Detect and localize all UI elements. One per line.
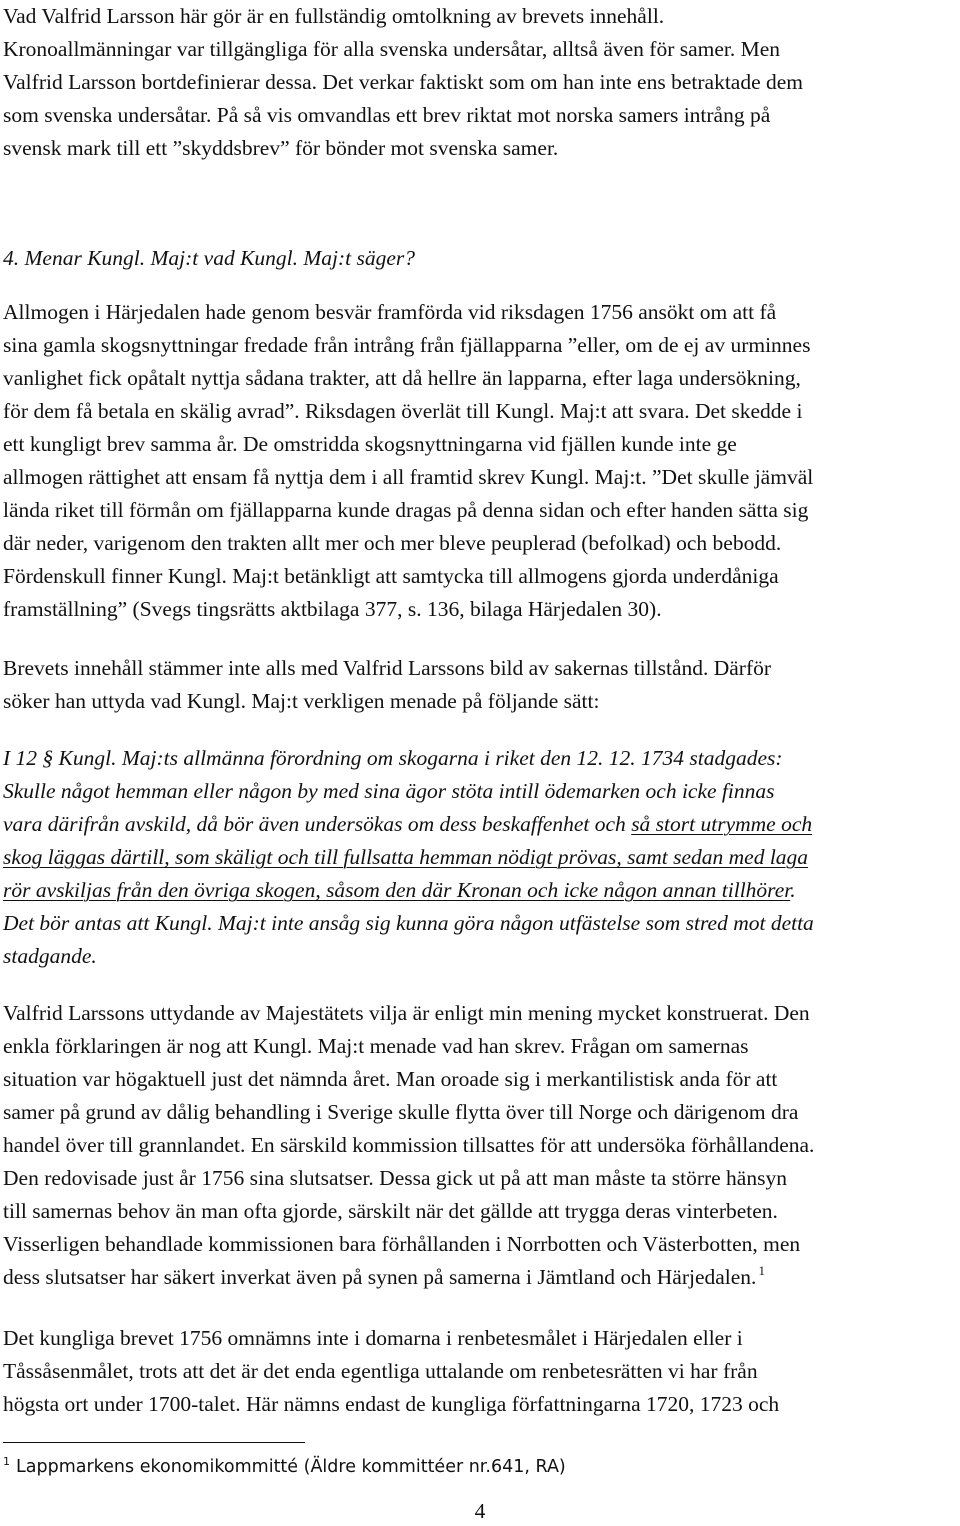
page-number: 4 — [474, 1499, 486, 1523]
text-line: enkla förklaringen är nog att Kungl. Maj:t menade vad han skrev. Frågan om samernas — [3, 1034, 749, 1058]
text-line: söker han uttyda vad Kungl. Maj:t verkligen menade på följande sätt: — [3, 689, 600, 713]
text-line: handel över till grannlandet. En särskild kommission tillsattes för att undersöka förhållandena. — [3, 1133, 815, 1157]
text-line: högsta ort under 1700-talet. Här nämns endast de kungliga författningarna 1720, 1723 och — [3, 1392, 780, 1416]
text-line: Brevets innehåll stämmer inte alls med Valfrid Larssons bild av sakernas tillstånd. Därför — [3, 656, 772, 680]
text-line: I 12 § Kungl. Maj:ts allmänna förordning om skogarna i riket den 12. 12. 1734 stadgades: — [3, 746, 783, 770]
footnote — [3, 1456, 566, 1478]
paragraph-allmogen — [3, 296, 813, 626]
footnote-reference[interactable]: 1 — [758, 1263, 765, 1278]
text-line: Kronoallmänningar var tillgängliga för alla svenska undersåtar, alltså även för samer. Men — [3, 37, 781, 61]
paragraph-intro — [3, 0, 803, 165]
paragraph-brevets — [3, 652, 771, 718]
text-line: Allmogen i Härjedalen hade genom besvär framförda vid riksdagen 1756 ansökt om att få — [3, 300, 777, 324]
paragraph-konstruerat — [3, 997, 814, 1294]
text-line: sina gamla skogsnyttningar fredade från intrång från fjällapparna ”eller, om de ej av urminnes — [3, 333, 811, 357]
footnote-marker: 1 — [3, 1455, 10, 1468]
text-line: Vad Valfrid Larsson här gör är en fullständig omtolkning av brevets innehåll. — [3, 4, 665, 28]
text-line: Visserligen behandlade kommissionen bara förhållanden i Norrbotten och Västerbotten, men — [3, 1232, 801, 1256]
text-line: samer på grund av dålig behandling i Sverige skulle flytta över till Norge och därigenom dra — [3, 1100, 799, 1124]
text-line: Fördenskull finner Kungl. Maj:t betänkligt att samtycka till allmogens gjorda underdåniga — [3, 564, 779, 588]
footnote-text: Lappmarkens ekonomikommitté (Äldre kommittéer nr.641, RA) — [16, 1457, 566, 1477]
text-line: stadgande. — [3, 944, 97, 968]
text-line: som svenska undersåtar. På så vis omvandlas ett brev riktat mot norska samers intrång på — [3, 103, 771, 127]
quoted-statute — [3, 742, 814, 973]
text-line: ett kungligt brev samma år. De omstridda skogsnyttningarna vid fjällen kunde inte ge — [3, 432, 737, 456]
text-span: . — [790, 878, 796, 902]
text-line — [3, 808, 814, 841]
text-line: Tåssåsenmålet, trots att det är det enda egentliga uttalande om renbetesrätten vi har från — [3, 1359, 758, 1383]
underlined-text: rör avskiljas från den övriga skogen, såsom den där Kronan och icke någon annan tillhörer — [3, 878, 791, 902]
section-heading: 4. Menar Kungl. Maj:t vad Kungl. Maj:t säger? — [3, 246, 416, 270]
text-line: svensk mark till ett ”skyddsbrev” för bönder mot svenska samer. — [3, 136, 559, 160]
text-span: vara därifrån avskild, då bör även undersökas om dess beskaffenhet och — [3, 812, 632, 836]
text-line: Den redovisade just år 1756 sina slutsatser. Dessa gick ut på att man måste ta större hänsyn — [3, 1166, 787, 1190]
text-line: där neder, varigenom den trakten allt mer och mer bleve peuplerad (befolkad) och bebodd. — [3, 531, 782, 555]
underlined-text: så stort utrymme och — [631, 812, 813, 836]
text-span: dess slutsatser har säkert inverkat även på synen på samerna i Jämtland och Härjedalen. — [3, 1265, 757, 1289]
text-line: vanlighet fick opåtalt nyttja sådana trakter, att då hellre än lapparna, efter laga undersökning, — [3, 366, 801, 390]
text-line: Det bör antas att Kungl. Maj:t inte ansåg sig kunna göra någon utfästelse som stred mot detta — [3, 911, 814, 935]
text-line — [3, 874, 814, 907]
paragraph-kungliga — [3, 1322, 779, 1421]
text-line — [3, 841, 814, 874]
text-line: Skulle något hemman eller någon by med sina ägor stöta intill ödemarken och icke finnas — [3, 779, 775, 803]
text-line: Det kungliga brevet 1756 omnämns inte i domarna i renbetesmålet i Härjedalen eller i — [3, 1326, 743, 1350]
text-line: lända riket till förmån om fjällapparna kunde dragas på denna sidan och efter handen sätta sig — [3, 498, 809, 522]
text-line — [3, 1261, 814, 1294]
text-line: allmogen rättighet att ensam få nyttja dem i all framtid skrev Kungl. Maj:t. ”Det skulle jämväl — [3, 465, 814, 489]
text-line: situation var högaktuell just det nämnda året. Man oroade sig i merkantilistisk anda för att — [3, 1067, 778, 1091]
text-line: framställning” (Svegs tingsrätts aktbilaga 377, s. 136, bilaga Härjedalen 30). — [3, 597, 662, 621]
text-line: Valfrid Larssons uttydande av Majestätets vilja är enligt min mening mycket konstruerat. Den — [3, 1001, 810, 1025]
text-line: Valfrid Larsson bortdefinierar dessa. Det verkar faktiskt som om han inte ens betraktade dem — [3, 70, 804, 94]
underlined-text: skog läggas därtill, som skäligt och till fullsatta hemman nödigt prövas, samt sedan med laga — [3, 845, 809, 869]
text-line: för dem få betala en skälig avrad”. Riksdagen överlät till Kungl. Maj:t att svara. Det skedde i — [3, 399, 803, 423]
footnote-separator — [3, 1442, 305, 1443]
text-line: till samernas behov än man ofta gjorde, särskilt när det gällde att trygga deras vinterbeten. — [3, 1199, 778, 1223]
